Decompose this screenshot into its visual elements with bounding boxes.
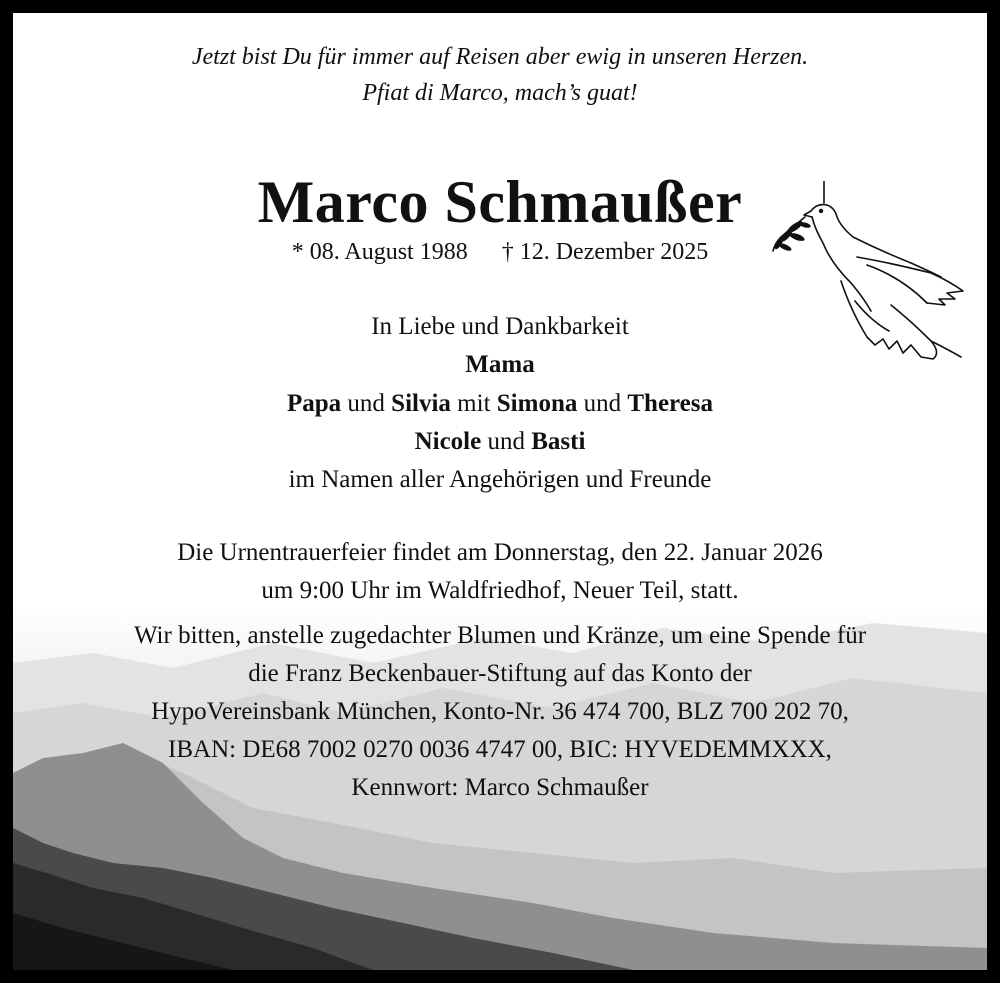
ceremony-line-2: um 9:00 Uhr im Waldfriedhof, Neuer Teil, statt. — [261, 577, 739, 604]
dove-with-olive-branch-icon — [771, 181, 971, 371]
mourner-nicole: Nicole — [414, 428, 482, 455]
donation-line-1: Wir bitten, anstelle zugedachter Blumen und Kränze, um eine Spende für — [133, 622, 867, 649]
death-date: † 12. Dezember 2025 — [501, 239, 709, 265]
birth-date: * 08. August 1988 — [291, 239, 468, 265]
donation-line-3: HypoVereinsbank München, Konto-Nr. 36 474 700, BLZ 700 202 70, — [151, 698, 849, 725]
verse-line-2: Pfiat di Marco, mach’s guat! — [362, 80, 638, 106]
ceremony-line-1: Die Urnentrauerfeier findet am Donnerstag, den 22. Januar 2026 — [177, 539, 823, 566]
mourner-mama: Mama — [465, 351, 535, 378]
mourner-basti: Basti — [531, 428, 586, 455]
mourner-papa: Papa — [286, 390, 342, 417]
mourners-line-3 — [13, 424, 987, 460]
conjunction: und — [341, 390, 392, 417]
mourners-closing: im Namen aller Angehörigen und Freunde — [288, 466, 712, 493]
conjunction: mit — [450, 390, 497, 417]
conjunction: und — [481, 428, 532, 455]
mourners-line-2 — [13, 386, 987, 422]
mourner-silvia: Silvia — [391, 390, 451, 417]
mourner-simona: Simona — [496, 390, 578, 417]
donation-line-4: IBAN: DE68 7002 0270 0036 4747 00, BIC: HYVEDEMMXXX, — [168, 736, 832, 763]
donation-line-2: die Franz Beckenbauer-Stiftung auf das Konto der — [248, 660, 752, 687]
verse-line-1: Jetzt bist Du für immer auf Reisen aber ewig in unseren Herzen. — [191, 44, 809, 70]
mourners-intro: In Liebe und Dankbarkeit — [371, 313, 629, 340]
conjunction: und — [577, 390, 628, 417]
donation-line-5: Kennwort: Marco Schmaußer — [351, 774, 649, 801]
deceased-name: Marco Schmaußer — [257, 169, 743, 235]
mourner-theresa: Theresa — [627, 390, 714, 417]
